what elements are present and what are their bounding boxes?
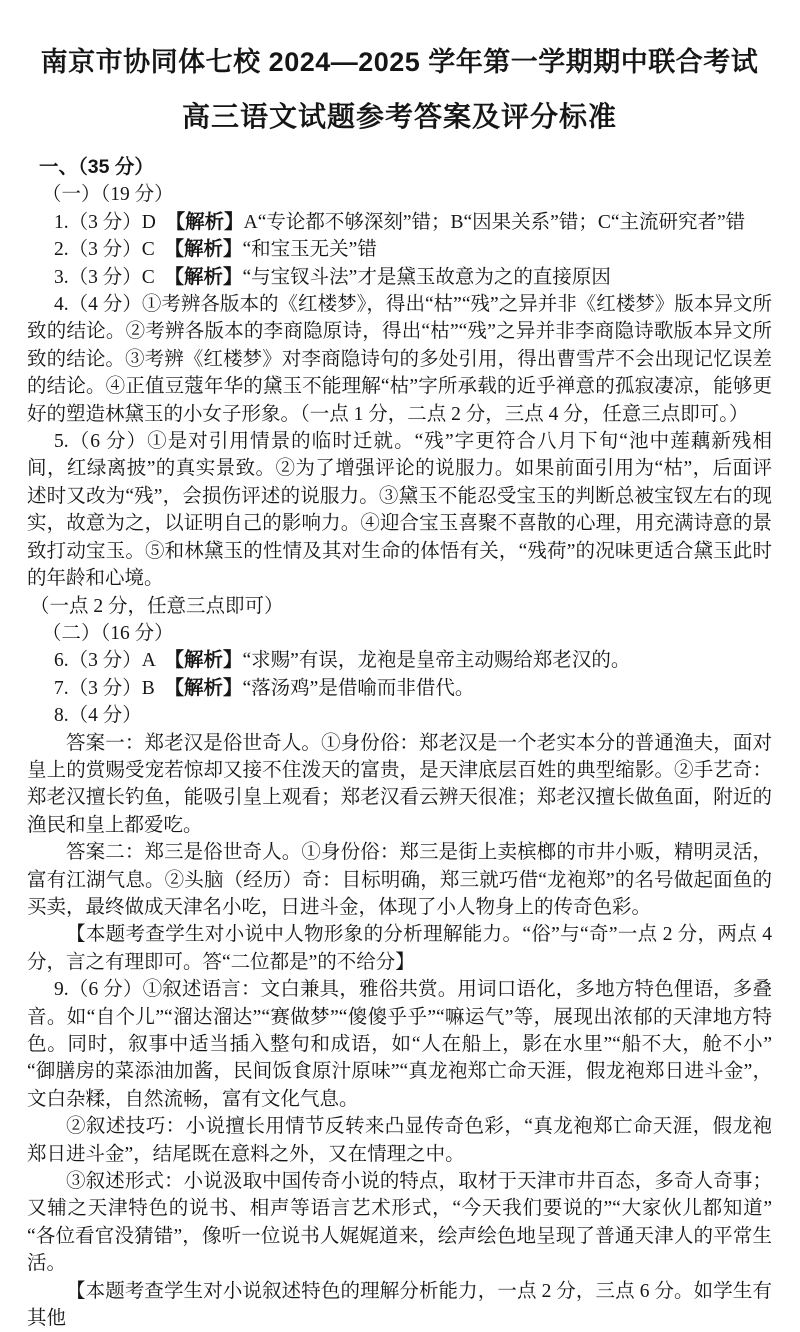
text-run: 4.（4 分）①考辨各版本的《红楼梦》，得出“枯”“残”之异并非《红楼梦》版本异文所致的结论。②考辨各版本的李商隐原诗，得出“枯”“残”之异并非李商隐诗歌版本异文所致的结论。③考辨《红楼梦》对李商隐诗句的多处引用，得出曹雪芹不会出现记忆误差的结论。④正值豆蔻年华的黛玉不能理解“枯”字所承载的近乎禅意的孤寂凄凉，能够更好的塑造林黛玉的小女子形象。（一点 1 分，二点 2 分，三点 4 分，任意三点即可。） — [27, 294, 772, 425]
score-note-5 — [27, 593, 772, 620]
grading-note-8 — [27, 921, 772, 976]
heading-subsection-1 — [27, 181, 772, 208]
text-run: “求赐”有误，龙袍是皇帝主动赐给郑老汉的。 — [242, 650, 631, 672]
text-run: 2.（3 分）C — [54, 239, 175, 261]
text-run: 3.（3 分）C — [54, 266, 175, 288]
page-subtitle: 高三语文试题参考答案及评分标准 — [181, 101, 617, 132]
text-run: 9.（6 分）①叙述语言：文白兼具，雅俗共赏。用词口语化，多地方特色俚语，多叠音。如“自个儿”“溜达溜达”“赛做梦”“傻傻乎乎”“嘛运气”等，展现出浓郁的天津地方特色。同时，叙事中适当插入整句和成语，如“人在船上，影在水里”“船不大，舱不小”“御膳房的菜添油加酱，民间饭食原汁原味”“真龙袍郑亡命天涯，假龙袍郑日进斗金”，文白杂糅，自然流畅，富有文化气息。 — [27, 979, 772, 1110]
text-run: （二）（16 分） — [42, 622, 174, 644]
text-run: A“专论都不够深刻”错；B“因果关系”错；C“主流研究者”错 — [243, 211, 746, 233]
document-body — [27, 154, 772, 1332]
text-run: 1.（3 分）D — [54, 211, 176, 233]
analysis-label: 【解析】 — [174, 676, 243, 699]
answer-2 — [27, 236, 772, 263]
text-run: 答案二：郑三是俗世奇人。①身份俗：郑三是街上卖槟榔的市井小贩，精明灵活，富有江湖气息。②头脑（经历）奇：目标明确，郑三就巧借“龙袍郑”的名号做起面鱼的买卖，最终做成天津名小吃，日进斗金，体现了小人物身上的传奇色彩。 — [27, 842, 772, 918]
answer-6 — [27, 647, 772, 674]
text-run: 8.（4 分） — [54, 705, 142, 727]
text-run: “与宝钗斗法”才是黛玉故意为之的直接原因 — [242, 266, 611, 288]
page-title: 南京市协同体七校 2024—2025 学年第一学期期中联合考试 — [40, 47, 759, 77]
text-run: “和宝玉无关”错 — [242, 239, 377, 261]
heading-subsection-2 — [27, 620, 772, 647]
answer-8-option-2 — [27, 839, 772, 921]
answer-8 — [27, 702, 772, 729]
answer-8-option-1 — [27, 730, 772, 840]
answer-3 — [27, 264, 772, 291]
text-run: 【本题考查学生对小说叙述特色的理解分析能力，一点 2 分，三点 6 分。如学生有其他 — [27, 1280, 772, 1330]
text-run: 一、（35 分） — [39, 156, 154, 178]
text-run: ③叙述形式：小说汲取中国传奇小说的特点，取材于天津市井百态，多奇人奇事；又辅之天津特色的说书、相声等语言艺术形式，“今天我们要说的”“大家伙儿都知道”“各位看官没猜错”，像听一位说书人娓娓道来，绘声绘色地呈现了普通天津人的平常生活。 — [27, 1171, 772, 1275]
analysis-label: 【解析】 — [175, 210, 244, 233]
text-run: 【本题考查学生对小说中人物形象的分析理解能力。“俗”与“奇”一点 2 分，两点 4 分，言之有理即可。答“二位都是”的不给分】 — [27, 924, 772, 973]
text-run: ②叙述技巧：小说擅长用情节反转来凸显传奇色彩，“真龙袍郑亡命天涯，假龙袍郑日进斗金”，结尾既在意料之外，又在情理之中。 — [27, 1116, 772, 1165]
text-run: （一点 2 分，任意三点即可） — [30, 595, 284, 617]
text-run: 6.（3 分）A — [54, 650, 175, 672]
text-run: 7.（3 分）B — [54, 677, 175, 699]
heading-section-1 — [27, 154, 772, 181]
text-run: “落汤鸡”是借喻而非借代。 — [242, 677, 475, 699]
text-run: 答案一：郑老汉是俗世奇人。①身份俗：郑老汉是一个老实本分的普通渔夫，面对皇上的赏赐受宠若惊却又接不住泼天的富贵，是天津底层百姓的典型缩影。②手艺奇：郑老汉擅长钓鱼，能吸引皇上观看；郑老汉看云辨天很准；郑老汉擅长做鱼面，附近的渔民和皇上都爱吃。 — [27, 732, 772, 836]
answer-5 — [27, 428, 772, 592]
answer-9-point-2 — [27, 1113, 772, 1168]
answer-1 — [27, 209, 772, 236]
text-run: 5.（6 分）①是对引用情景的临时迁就。“残”字更符合八月下旬“池中莲藕新残相间，红绿离披”的真实景致。②为了增强评论的说服力。如果前面引用为“枯”，后面评述时又改为“残”，会损伤评述的说服力。③黛玉不能忍受宝玉的判断总被宝钗左右的现实，故意为之，以证明自己的影响力。④迎合宝玉喜聚不喜散的心理，用充满诗意的景致打动宝玉。⑤和林黛玉的性情及其对生命的体悟有关，“残荷”的况味更适合黛玉此时的年龄和心境。 — [27, 431, 772, 590]
text-run: （一）（19 分） — [42, 184, 174, 206]
answer-9-point-3 — [27, 1168, 772, 1278]
answer-7 — [27, 675, 772, 702]
grading-note-9 — [27, 1278, 772, 1332]
answer-4 — [27, 291, 772, 428]
analysis-label: 【解析】 — [174, 265, 243, 288]
analysis-label: 【解析】 — [174, 649, 243, 672]
analysis-label: 【解析】 — [174, 238, 243, 261]
answer-9-point-1 — [27, 976, 772, 1113]
